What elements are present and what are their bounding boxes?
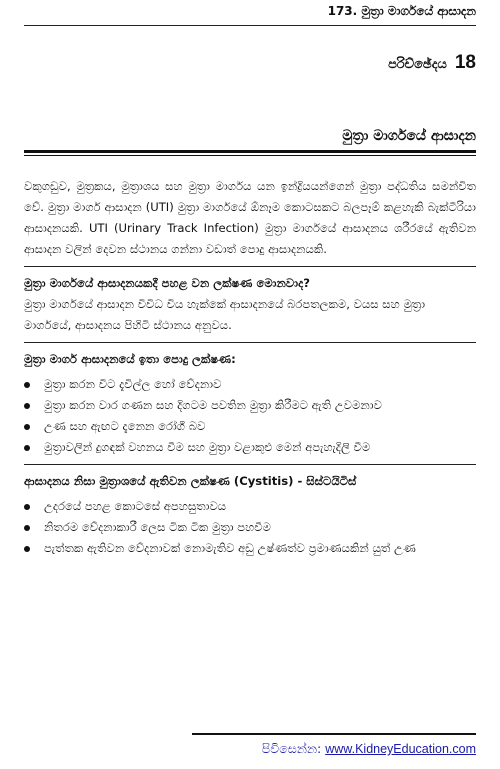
intro-paragraph: වකුගඩුව, මුත්‍රකය, මුත්‍රාශය සහ මුත්‍රා මාර්ගය යන ඉන්ද්‍රියයන්ගෙන් මුත්‍රා පද්ධතිය සමන්විත වේ. මුත්‍රා මාර්ග ආසාදන (UTI) මුත්‍රා මාර්ගයේ ඕනෑම කොටසකට බලපෑම් කළහැකි බැක්ටීරියා ආසාදනයකි. UTI (Urinary Track Infection) මුත්‍රා මාර්ගයේ ආසාදනය ශරීරයේ ඇතිවන ආසාදන වලින් දෙවන ස්ථානය ගන්නා වඩාත් පොදු ආසාදනයකි. <box>24 179 476 256</box>
chapter-label: පරිච්ඡේදය <box>388 57 447 72</box>
running-title: 173. මුත්‍රා මාර්ගයේ ආසාදන <box>327 4 476 18</box>
list-item <box>24 437 476 458</box>
symptoms-question-body: මුත්‍රා මාර්ගයේ ආසාදන විවිධ විය හැක්කේ ආසාදනයේ බරපතලකම, වයස සහ මුත්‍රා මාර්ගයේ, ආසාදනය පිහිටි ස්ථානය අනුවය. <box>24 297 426 332</box>
cystitis-symptoms-list <box>24 496 476 559</box>
section-divider <box>24 464 476 465</box>
bullet-icon <box>24 546 30 552</box>
chapter-number: 18 <box>454 52 476 73</box>
bullet-icon <box>24 382 30 388</box>
list-item <box>24 496 476 517</box>
cystitis-heading: ආසාදනය නිසා මුත්‍රාශයේ ඇතිවන ලක්ෂණ (Cystitis) - සිස්ටයිටිස් <box>24 474 357 488</box>
bullet-icon <box>24 504 30 510</box>
list-item <box>24 517 476 538</box>
chapter-title-block <box>24 128 476 156</box>
list-item-text: නිතරම වේදනාකාරී ලෙස ටික ටික මුත්‍රා පහවීම <box>44 520 271 534</box>
list-item-text: උණ සහ ඇඟට දැනෙන රෝගී බව <box>44 419 206 433</box>
list-item <box>24 538 476 559</box>
title-rule-thick <box>24 150 476 153</box>
bullet-icon <box>24 525 30 531</box>
section-divider <box>24 266 476 267</box>
page-header <box>0 0 500 26</box>
common-symptoms-list <box>24 374 476 458</box>
bullet-icon <box>24 424 30 430</box>
list-item <box>24 416 476 437</box>
page-footer <box>0 733 500 769</box>
symptoms-question-heading: මුත්‍රා මාර්ගයේ ආසාදනයකදී පහළ වන ලක්ෂණ මොනවාද? <box>24 276 310 290</box>
list-item-text: උදරයේ පහළ කොටසේ අපහසුතාවය <box>44 499 227 513</box>
footer-line <box>262 741 476 757</box>
list-item-text: මුත්‍රා කරන වාර ගණන සහ දිගටම පවතින මුත්‍රා කිරීමට ඇති උවමනාව <box>44 398 382 412</box>
chapter-heading <box>388 52 476 74</box>
list-item <box>24 374 476 395</box>
list-item-text: මුත්‍රා කරන විට දැවිල්ල හෝ වේදනාව <box>44 377 222 391</box>
bullet-icon <box>24 445 30 451</box>
title-rule-thin <box>24 155 476 156</box>
common-symptoms-heading: මුත්‍රා මාර්ග ආසාදනයේ ඉතා පොදු ලක්ෂණ: <box>24 352 236 366</box>
chapter-title: මුත්‍රා මාර්ගයේ ආසාදන <box>342 128 476 144</box>
article-body <box>24 176 476 559</box>
list-item-text: පැත්තක ඇතිවන වේදනාවක් නොමැතිව අඩු උෂ්ණත්ව ප්‍රමාණයකින් යුත් උණ <box>44 541 416 555</box>
list-item <box>24 395 476 416</box>
website-link[interactable]: www.KidneyEducation.com <box>325 742 476 756</box>
bullet-icon <box>24 403 30 409</box>
section-divider <box>24 342 476 343</box>
list-item-text: මුත්‍රාවලින් දුගඳක් වහනය වීම සහ මුත්‍රා වළාකුළු මෙන් අපැහැදිලි වීම <box>44 440 371 454</box>
footer-rule <box>192 733 476 735</box>
header-rule <box>24 25 476 26</box>
footer-label: පිවිසෙන්න: <box>261 741 322 756</box>
